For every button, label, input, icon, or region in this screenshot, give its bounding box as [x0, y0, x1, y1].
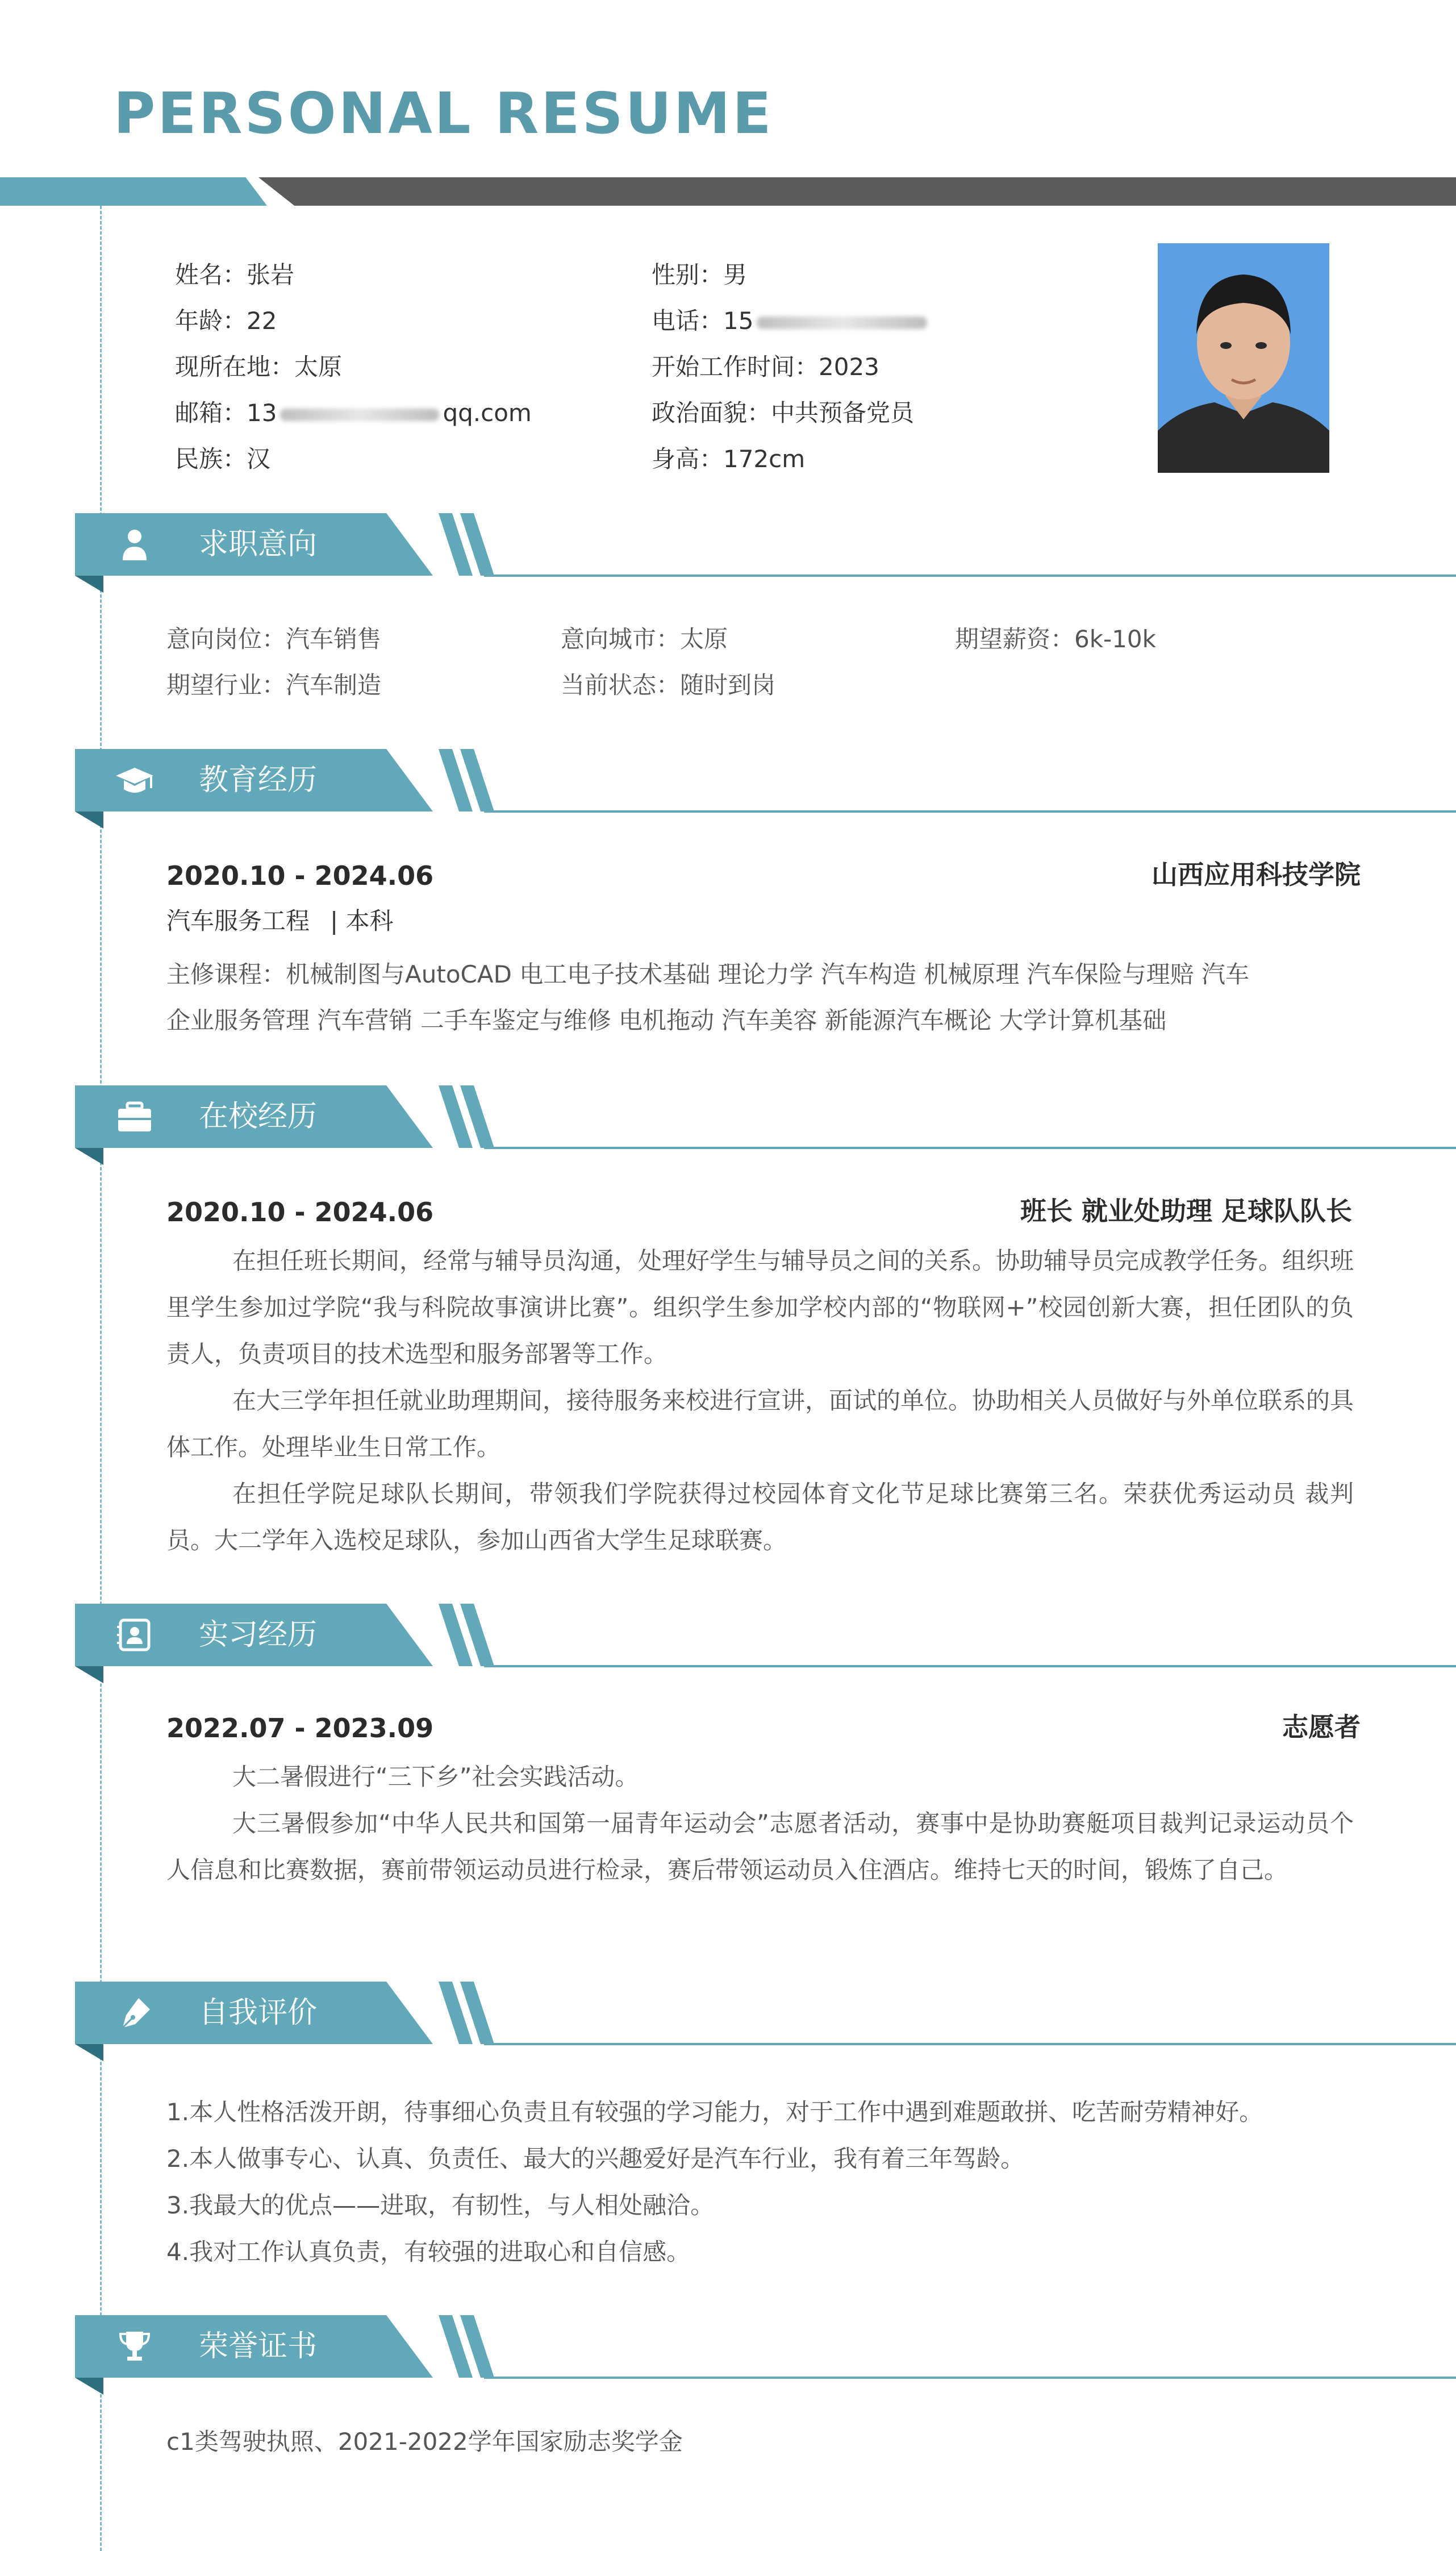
info-start-work: 开始工作时间：2023	[652, 353, 879, 381]
education-courses-line-2: 企业服务管理 汽车营销 二手车鉴定与维修 电机拖动 汽车美容 新能源汽车概论 大学计算机基础	[166, 1006, 1167, 1034]
intent-salary: 期望薪资：6k-10k	[955, 625, 1156, 653]
section-header-internship	[75, 1604, 1456, 1689]
list-item: 1.本人性格活泼开朗，待事细心负责且有较强的学习能力，对于工作中遇到难题敢拼、吃苦耐劳精神好。	[166, 2098, 1263, 2126]
education-school: 山西应用科技学院	[1152, 859, 1361, 890]
section-header-honors	[75, 2315, 1456, 2400]
pen-nib-icon	[115, 1996, 155, 2030]
section-header-job-intention	[75, 513, 1456, 598]
section-title: 自我评价	[199, 1996, 318, 2030]
redacted-email	[280, 409, 439, 421]
education-courses-line-1: 主修课程：机械制图与AutoCAD 电工电子技术基础 理论力学 汽车构造 机械原理 汽车保险与理赔 汽车	[166, 960, 1250, 988]
info-location: 现所在地：太原	[175, 353, 343, 381]
section-title: 实习经历	[199, 1618, 318, 1652]
intent-status: 当前状态：随时到岗	[561, 671, 776, 699]
profile-photo	[1158, 243, 1329, 473]
internship-role: 志愿者	[1282, 1712, 1361, 1742]
campus-paragraph: 在担任学院足球队长期间，带领我们学院获得过校园体育文化节足球比赛第三名。荣获优秀运动员 裁判员。大二学年入选校足球队，参加山西省大学生足球联赛。	[166, 1480, 1354, 1554]
campus-paragraph: 在担任班长期间，经常与辅导员沟通，处理好学生与辅导员之间的关系。协助辅导员完成教学任务。组织班里学生参加过学院“我与科院故事演讲比赛”。组织学生参加学校内部的“物联网+”校园创新大赛，担任团队的负责人，负责项目的技术选型和服务部署等工作。	[166, 1247, 1354, 1368]
info-age: 年龄：22	[175, 307, 277, 335]
info-phone: 电话：15	[652, 309, 927, 333]
section-title: 荣誉证书	[199, 2329, 318, 2363]
campus-roles: 班长 就业处助理 足球队队长	[1020, 1196, 1352, 1226]
resume-title: PERSONAL RESUME	[114, 80, 774, 147]
info-name: 姓名：张岩	[175, 261, 295, 289]
honors-text: c1类驾驶执照、2021-2022学年国家励志奖学金	[166, 2428, 683, 2456]
list-item: 2.本人做事专心、认真、负责任、最大的兴趣爱好是汽车行业，我有着三年驾龄。	[166, 2145, 1025, 2173]
section-header-self-evaluation	[75, 1982, 1456, 2067]
graduation-cap-icon	[115, 763, 155, 797]
briefcase-icon	[115, 1100, 155, 1134]
campus-paragraph: 在大三学年担任就业助理期间，接待服务来校进行宣讲，面试的单位。协助相关人员做好与外单位联系的具体工作。处理毕业生日常工作。	[166, 1387, 1354, 1461]
intent-position: 意向岗位：汽车销售	[166, 625, 382, 653]
list-item: 4.我对工作认真负责，有较强的进取心和自信感。	[166, 2238, 691, 2266]
education-major-degree: 汽车服务工程 | 本科	[166, 907, 394, 935]
internship-paragraph: 大二暑假进行“三下乡”社会实践活动。	[232, 1763, 639, 1791]
header-band-accent	[0, 177, 267, 206]
internship-paragraph: 大三暑假参加“中华人民共和国第一届青年运动会”志愿者活动，赛事中是协助赛艇项目裁判记录运动员个人信息和比赛数据，赛前带领运动员进行检录，赛后带领运动员入住酒店。维持七天的时间，锻炼了自己。	[166, 1809, 1354, 1884]
internship-date: 2022.07 - 2023.09	[166, 1713, 434, 1743]
info-political: 政治面貌：中共预备党员	[652, 399, 915, 427]
self-evaluation-list	[166, 2089, 1416, 2275]
campus-date: 2020.10 - 2024.06	[166, 1197, 434, 1227]
internship-description	[166, 1754, 1354, 1894]
contact-card-icon	[115, 1618, 155, 1652]
user-icon	[115, 527, 155, 561]
redacted-phone	[757, 317, 927, 329]
education-date: 2020.10 - 2024.06	[166, 860, 434, 891]
trophy-icon	[115, 2329, 155, 2363]
campus-description	[166, 1238, 1354, 1564]
intent-industry: 期望行业：汽车制造	[166, 671, 382, 699]
info-height: 身高：172cm	[652, 445, 806, 473]
section-title: 求职意向	[199, 527, 318, 561]
info-ethnicity: 民族：汉	[175, 445, 271, 473]
section-header-education	[75, 749, 1456, 834]
info-gender: 性别：男	[652, 261, 748, 289]
intent-city: 意向城市：太原	[561, 625, 728, 653]
section-title: 教育经历	[199, 763, 318, 797]
info-email: 邮箱：13 qq.com	[175, 399, 532, 427]
section-title: 在校经历	[199, 1100, 318, 1134]
portrait-illustration	[1158, 243, 1329, 473]
section-header-campus	[75, 1085, 1456, 1171]
header-band-dark	[258, 177, 1456, 206]
list-item: 3.我最大的优点——进取，有韧性，与人相处融洽。	[166, 2191, 715, 2219]
